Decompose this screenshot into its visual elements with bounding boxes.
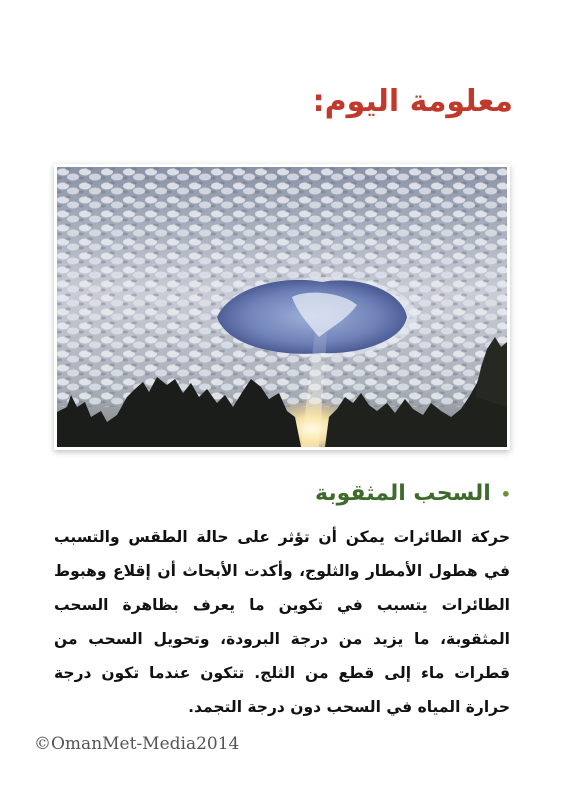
- bullet-icon: •: [500, 485, 511, 504]
- section-heading: [315, 481, 511, 506]
- section-heading-text: السحب المثقوبة: [315, 481, 491, 506]
- body-paragraph: حركة الطائرات يمكن أن تؤثر على حالة الطقس والتسبب في هطول الأمطار والثلوج، وأكدت الأبحاث أن إقلاع وهبوط الطائرات يتسبب في تكوين ما يعرف بظاهرة السحب المثقوبة، ما يزيد من درجة البرودة، وتحويل السحب من قطرات ماء إلى قطع من الثلج. تتكون عندما تكون درجة حرارة المياه في السحب دون درجة التجمد.: [54, 528, 510, 716]
- page-title: معلومة اليوم:: [312, 84, 513, 119]
- hole-punch-cloud-image: [57, 167, 507, 447]
- cloud-photo: [54, 164, 510, 450]
- copyright-text: ©OmanMet-Media2014: [34, 734, 240, 754]
